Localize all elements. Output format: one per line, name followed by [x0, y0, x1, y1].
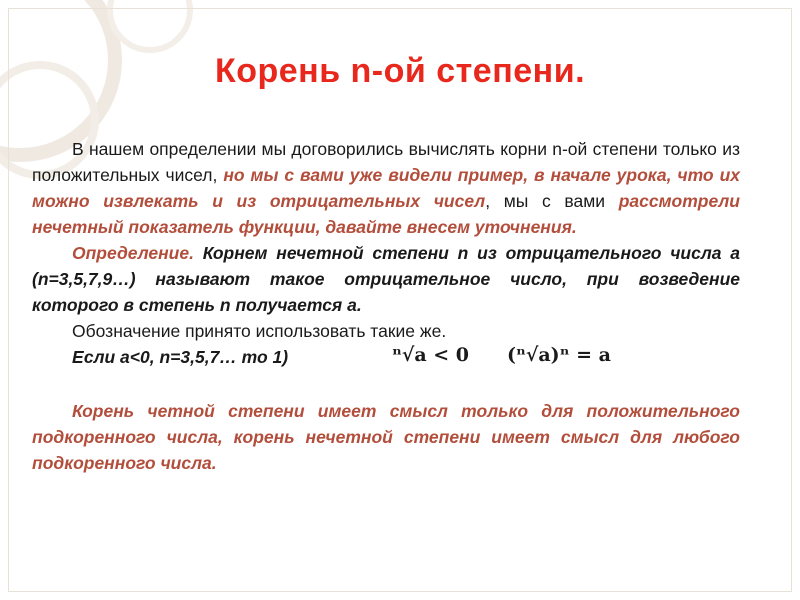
intro-text-2: , мы с вами — [485, 191, 619, 211]
spacer — [32, 372, 740, 398]
intro-paragraph — [32, 136, 740, 240]
slide-content — [32, 136, 740, 476]
intro-highlight-1: но мы с вами уже видели пример, в начале урока, что их можно извлекать и из отрицательных чисел — [32, 165, 740, 211]
slide-title: Корень n-ой степени. — [214, 52, 586, 90]
definition-label: Определение. — [72, 243, 194, 263]
definition-paragraph — [32, 240, 740, 318]
condition-row — [32, 344, 740, 372]
definition-text: Корнем нечетной степени n из отрицательного числа a (n=3,5,7,9…) называют такое отрицательное число, при возведение которого в степень n получается a. — [32, 243, 740, 315]
notation-paragraph: Обозначение принято использовать такие же. — [72, 321, 447, 341]
formula-root-negative: ⁿ√a < 0 — [392, 344, 470, 366]
condition-text: Если a<0, n=3,5,7… то 1) — [72, 347, 289, 367]
intro-highlight-2: рассмотрели нечетный показатель функции, давайте внесем уточнения. — [32, 191, 740, 237]
conclusion-paragraph: Корень четной степени имеет смысл только для положительного подкоренного числа, корень нечетной степени имеет смысл для любого подкоренного числа. — [32, 401, 740, 473]
formula-root-power: (ⁿ√a)ⁿ = a — [507, 344, 611, 366]
intro-text: В нашем определении мы договорились вычислять корни n-ой степени только из положительных чисел, — [32, 139, 740, 185]
